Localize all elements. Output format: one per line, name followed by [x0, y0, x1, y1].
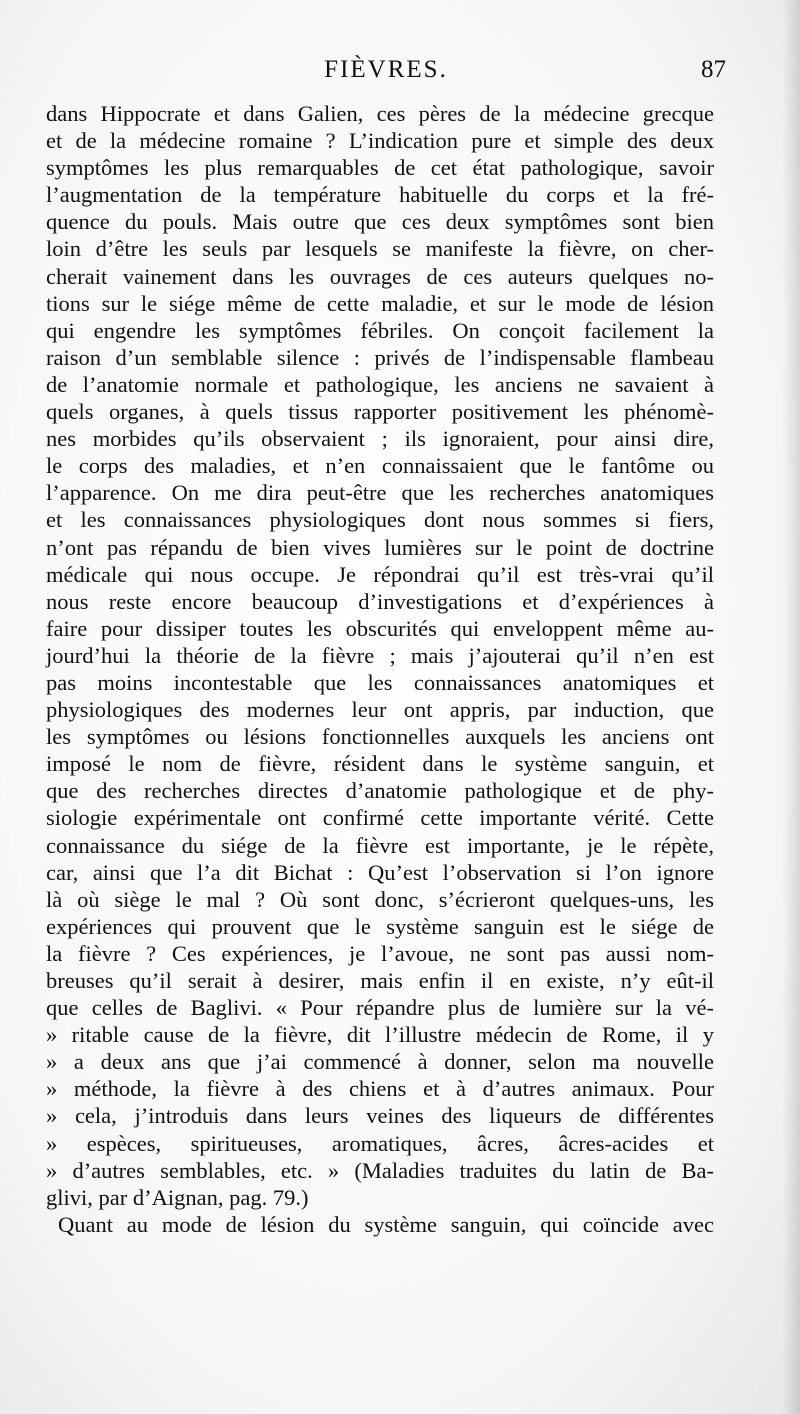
quote-line: » cela, j’introduis dans leurs veines des liqueurs de différentes [46, 1103, 714, 1129]
text-line: imposé le nom de fièvre, résident dans le système sanguin, et [46, 751, 714, 777]
running-title: FIÈVRES. [324, 56, 448, 83]
quote-line: » d’autres semblables, etc. » (Maladies traduites du latin de Ba- [46, 1157, 714, 1183]
text-line: raison d’un semblable silence : privés de l’indispensable flambeau [46, 344, 714, 370]
text-line: quence du pouls. Mais outre que ces deux symptômes sont bien [46, 209, 714, 235]
text-line: que des recherches directes d’anatomie pathologique et de phy- [46, 778, 714, 804]
text-line: de l’anatomie normale et pathologique, les anciens ne savaient à [46, 371, 714, 397]
text-line: dans Hippocrate et dans Galien, ces pères de la médecine grecque [46, 101, 714, 126]
quote-line: » a deux ans que j’ai commencé à donner, selon ma nouvelle [46, 1049, 714, 1075]
page-header [46, 56, 726, 90]
text-line: la fièvre ? Ces expériences, je l’avoue, ne sont pas aussi nom- [46, 940, 714, 966]
text-line: physiologiques des modernes leur ont appris, par induction, que [46, 697, 714, 723]
text-line: symptômes les plus remarquables de cet état pathologique, savoir [46, 155, 714, 181]
text-line: le corps des maladies, et n’en connaissaient que le fantôme ou [46, 453, 714, 479]
text-line: et de la médecine romaine ? L’indication pure et simple des deux [46, 128, 714, 154]
quote-line: » espèces, spiritueuses, aromatiques, âcres, âcres-acides et [46, 1130, 714, 1156]
text-line: médicale qui nous occupe. Je répondrai qu’il est très-vrai qu’il [46, 561, 714, 587]
quote-line: » méthode, la fièvre à des chiens et à d’autres animaux. Pour [46, 1076, 714, 1102]
text-line: breuses qu’il serait à desirer, mais enfin il en existe, n’y eût-il [46, 968, 714, 993]
text-line: jourd’hui la théorie de la fièvre ; mais j’ajouterai qu’il n’en est [46, 642, 714, 668]
text-line: qui engendre les symptômes fébriles. On conçoit facilement la [46, 317, 714, 343]
text-line: là où siège le mal ? Où sont donc, s’écrieront quelques-uns, les [46, 886, 714, 912]
text-line: faire pour dissiper toutes les obscurités qui enveloppent même au- [46, 615, 714, 641]
text-line: loin d’être les seuls par lesquels se manifeste la fièvre, on cher- [46, 236, 714, 262]
text-line: et les connaissances physiologiques dont nous sommes si fiers, [46, 507, 714, 533]
text-line: car, ainsi que l’a dit Bichat : Qu’est l’observation si l’on ignore [46, 859, 714, 885]
text-line: n’ont pas répandu de bien vives lumières sur le point de doctrine [46, 534, 714, 560]
text-line: cherait vainement dans les ouvrages de ces auteurs quelques no- [46, 263, 714, 289]
text-line: les symptômes ou lésions fonctionnelles auxquels les anciens ont [46, 724, 714, 750]
page-edge-shadow [782, 0, 800, 1414]
text-line: siologie expérimentale ont confirmé cette importante vérité. Cette [46, 805, 714, 831]
text-line: connaissance du siége de la fièvre est importante, je le répète, [46, 832, 714, 858]
page-number: 87 [701, 56, 726, 83]
text-line: pas moins incontestable que les connaissances anatomiques et [46, 669, 714, 695]
text-line: glivi, par d’Aignan, pag. 79.) [46, 1184, 309, 1210]
text-line: quels organes, à quels tissus rapporter positivement les phénomè- [46, 399, 714, 425]
quote-line: » ritable cause de la fièvre, dit l’illustre médecin de Rome, il y [46, 1022, 714, 1048]
text-line: nous reste encore beaucoup d’investigations et d’expériences à [46, 588, 714, 614]
text-line: que celles de Baglivi. « Pour répandre plus de lumière sur la vé- [46, 995, 714, 1021]
text-line: tions sur le siége même de cette maladie, et sur le mode de lésion [46, 290, 714, 316]
paragraph-start-line: Quant au mode de lésion du système sanguin, qui coïncide avec [58, 1211, 714, 1237]
text-line: l’augmentation de la température habituelle du corps et la fré- [46, 182, 714, 208]
text-line: expériences qui prouvent que le système sanguin est le siége de [46, 913, 714, 939]
text-line: l’apparence. On me dira peut-être que les recherches anatomiques [46, 480, 714, 506]
body-text [46, 100, 714, 1238]
text-line: nes morbides qu’ils observaient ; ils ignoraient, pour ainsi dire, [46, 426, 714, 452]
